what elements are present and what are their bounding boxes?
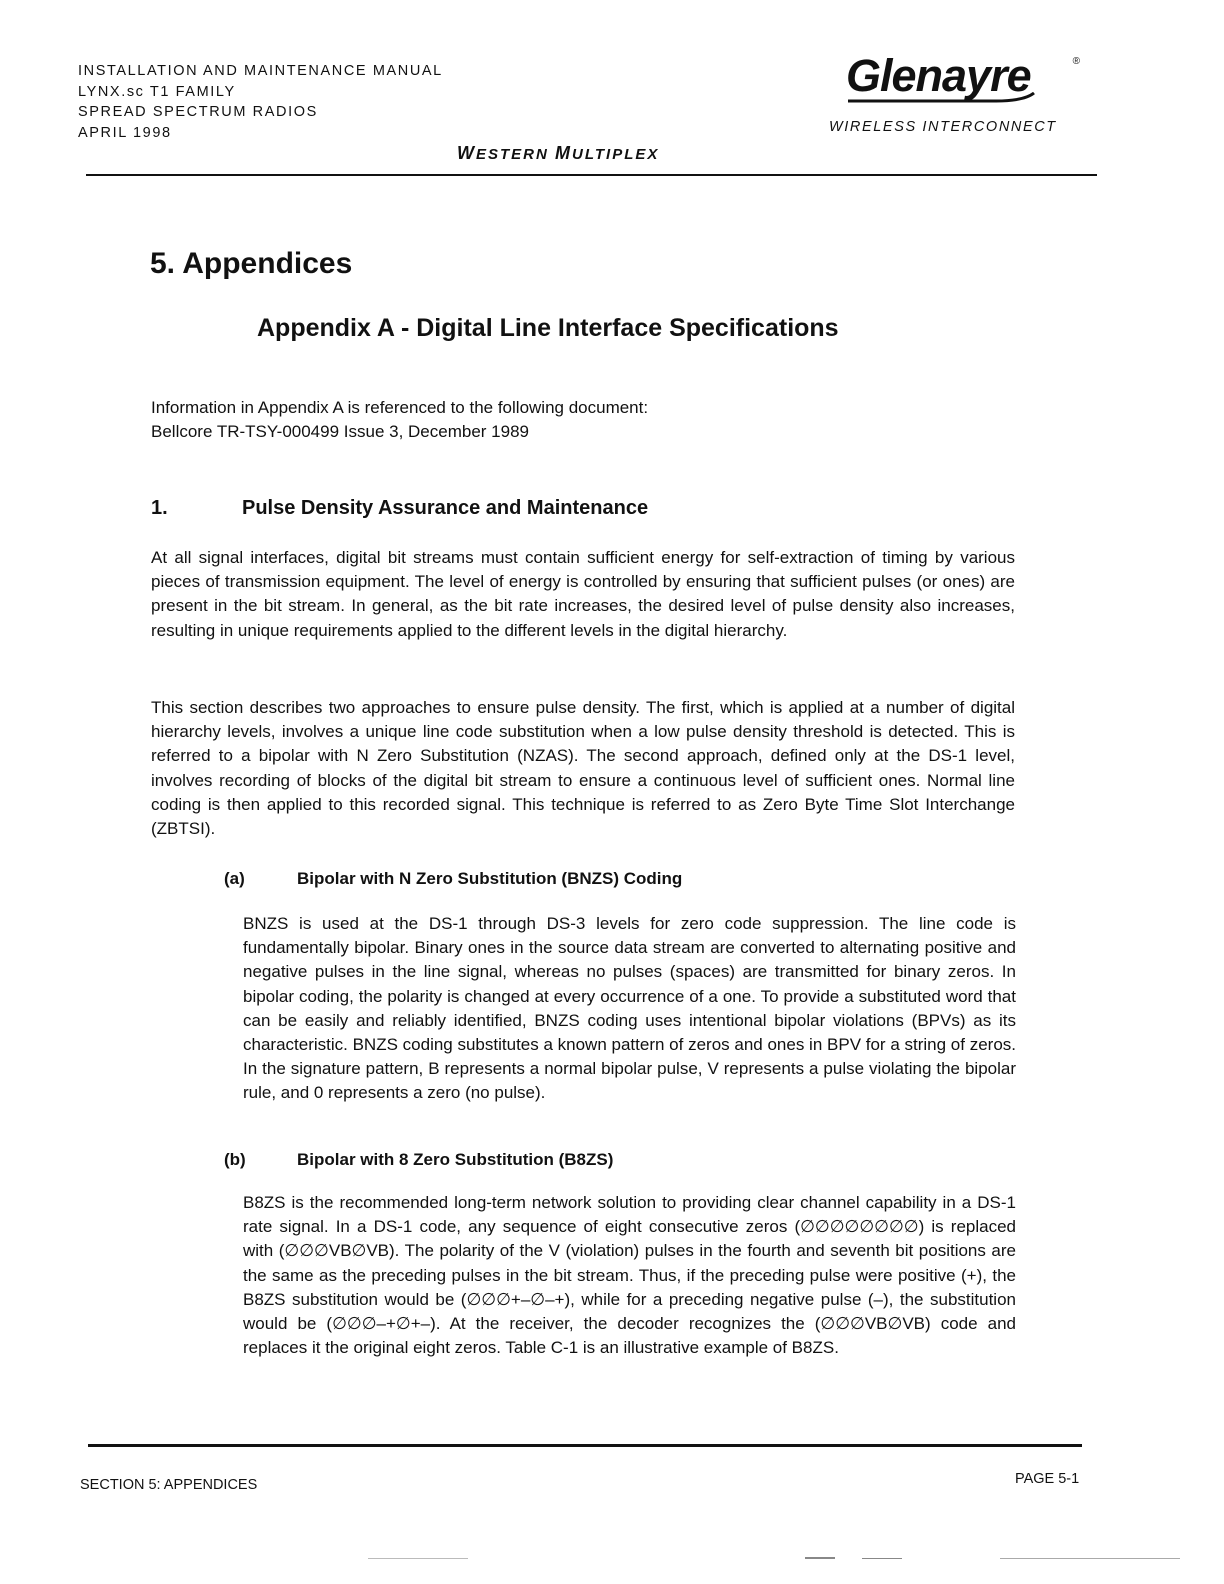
subsection-b-title: Bipolar with 8 Zero Substitution (B8ZS): [297, 1150, 614, 1169]
subsection-b-text: B8ZS is the recommended long-term network solution to providing clear channel capability in a DS-1 rate signal. In a DS-1 code, any sequence of eight consecutive zeros (∅∅∅∅∅∅∅∅) is replaced with (∅∅∅VB∅VB). The polarity of the V (violation) pulses in the fourth and seventh bit positions are the same as the preceding pulses in the bit stream. Thus, if the preceding pulse were positive (+), the B8ZS substitution would be (∅∅∅+–∅–+), while for a preceding negative pulse (–), the substitution would be (∅∅∅–+∅+–). At the receiver, the decoder recognizes the (∅∅∅VB∅VB) code and replaces it the original eight zeros. Table C-1 is an illustrative example of B8ZS.: [243, 1193, 1016, 1358]
subsection-a-text: BNZS is used at the DS-1 through DS-3 levels for zero code suppression. The line code is fundamentally bipolar. Binary ones in the source data stream are converted to alternating positive and negative pulses in the line signal, whereas no pulses (spaces) are transmitted for binary zeros. In bipolar coding, the polarity is changed at every occurrence of a one. To provide a substituted word that can be easily and reliably identified, BNZS coding uses intentional bipolar violations (BPVs) as its characteristic. BNZS coding substitutes a known pattern of zeros and ones in BPV for a string of zeros. In the signature pattern, B represents a normal bipolar pulse, V represents a pulse violating the bipolar rule, and 0 represents a zero (no pulse).: [243, 914, 1016, 1103]
division-rest-m: ULTIPLEX: [572, 146, 660, 163]
scan-artifact: [805, 1557, 835, 1559]
section-title: Pulse Density Assurance and Maintenance: [242, 497, 649, 519]
section-number: 1.: [151, 497, 168, 519]
division-name: [457, 143, 659, 164]
logo-subtitle: WIRELESS INTERCONNECT: [829, 119, 1057, 135]
product-type: SPREAD SPECTRUM RADIOS: [78, 104, 318, 120]
division-rest-w: ESTERN: [476, 146, 556, 163]
manual-title: INSTALLATION AND MAINTENANCE MANUAL: [78, 63, 443, 79]
body-paragraph-1: At all signal interfaces, digital bit streams must contain sufficient energy for self-extraction of timing by various pieces of transmission equipment. The level of energy is controlled by ensuring that sufficient pulses (or ones) are present in the bit stream. In general, as the bit rate increases, the desired level of pulse density also increases, resulting in unique requirements applied to the different levels in the digital hierarchy.: [151, 548, 1015, 640]
subsection-b-label: (b): [224, 1150, 246, 1169]
subsection-a-title: Bipolar with N Zero Substitution (BNZS) Coding: [297, 869, 683, 888]
header-divider: [86, 174, 1097, 176]
publication-date: APRIL 1998: [78, 124, 172, 141]
page-title: 5. Appendices: [150, 247, 353, 280]
logo-underline-icon: [846, 92, 1046, 106]
intro-line-1: Information in Appendix A is referenced to the following document:: [151, 398, 649, 417]
intro-line-2: Bellcore TR-TSY-000499 Issue 3, December 1989: [151, 422, 529, 442]
document-header-block: [78, 61, 443, 143]
division-initial-w: W: [457, 143, 476, 163]
body-paragraph-2: This section describes two approaches to ensure pulse density. The first, which is applied at a number of digital hierarchy levels, involves a unique line code substitution when a low pulse density threshold is detected. This is referred to a bipolar with N Zero Substitution (NZAS). The second approach, defined only at the DS-1 level, involves recording of blocks of the digital bit stream to ensure a continuous level of sufficient ones. Normal line coding is then applied to this recorded signal. This technique is referred to as Zero Byte Time Slot Interchange (ZBTSI).: [151, 698, 1015, 839]
appendix-title: Appendix A - Digital Line Interface Specifications: [257, 314, 839, 342]
scan-artifact: [1000, 1558, 1180, 1559]
subsection-a-label: (a): [224, 869, 245, 888]
scan-artifact: [368, 1558, 468, 1559]
scan-artifact: [862, 1558, 902, 1559]
logo-wordmark: Glenayre: [846, 50, 1031, 101]
intro-paragraph: [151, 396, 771, 444]
glenayre-logo: [846, 52, 1082, 108]
product-family: LYNX.sc T1 FAMILY: [78, 83, 236, 100]
registered-mark: ®: [1072, 56, 1080, 67]
footer-section-label: SECTION 5: APPENDICES: [80, 1477, 258, 1493]
division-initial-m: M: [555, 143, 573, 163]
footer-divider: [88, 1444, 1082, 1447]
page-number: PAGE 5-1: [1015, 1471, 1080, 1487]
